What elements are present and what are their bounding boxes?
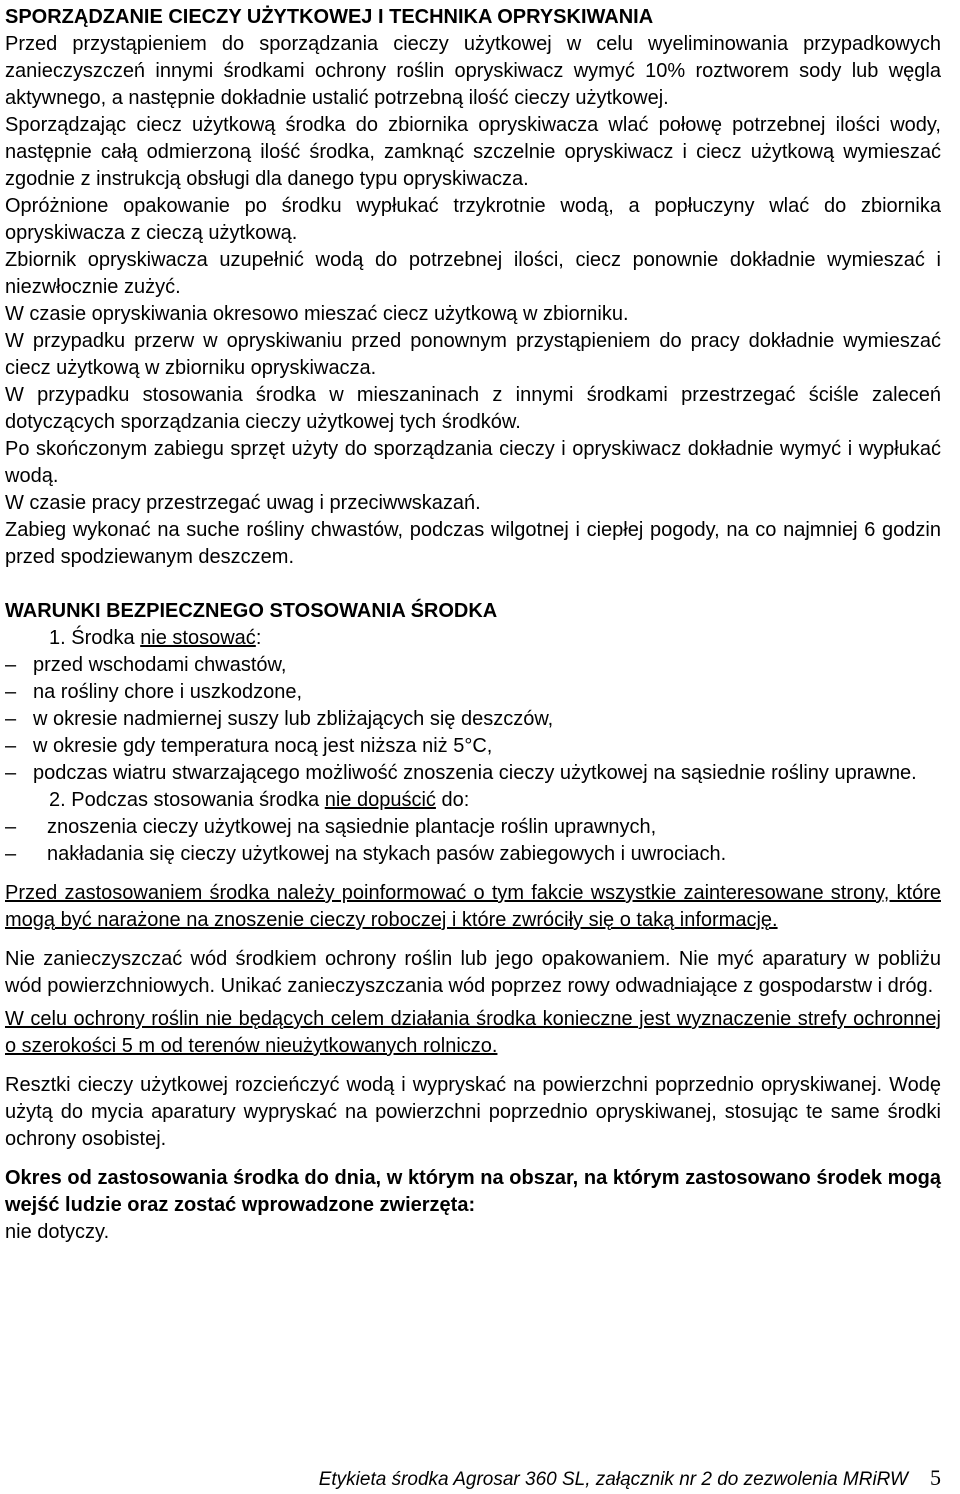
section-title-preparation: SPORZĄDZANIE CIECZY UŻYTKOWEJ I TECHNIKA OPRYSKIWANIA <box>5 6 654 28</box>
paragraph-mixing: Sporządzając ciecz użytkową środka do zbiornika opryskiwacza wlać połowę potrzebnej ilości wody, następnie całą odmierzoną ilość środka, zamknąć szczelnie opryskiwacz i ciecz użytkową wymieszać zgodnie z instrukcją obsługi dla danego typu opryskiwacza. <box>5 114 941 190</box>
item-number: 2. <box>49 789 66 811</box>
underlined-phrase: nie dopuścić <box>324 789 436 811</box>
underlined-phrase: nie stosować <box>140 627 256 649</box>
list-item: – nakładania się cieczy użytkowej na stykach pasów zabiegowych i uwrociach. <box>5 841 941 868</box>
paragraph-empty-package: Opróżnione opakowanie po środku wypłukać trzykrotnie wodą, a popłuczyny wlać do zbiornika opryskiwacza z cieczą użytkową. <box>5 195 941 244</box>
notice-inform-parties: Przed zastosowaniem środka należy poinformować o tym fakcie wszystkie zainteresowane strony, które mogą być narażone na znoszenie cieczy roboczej i które zwróciły się o taką informację. <box>5 882 941 931</box>
reentry-period-value: nie dotyczy. <box>5 1221 110 1243</box>
list-item: – w okresie nadmiernej suszy lub zbliżających się deszczów, <box>5 706 941 733</box>
list-item: – podczas wiatru stwarzającego możliwość znoszenia cieczy użytkowej na sąsiednie rośliny uprawne. <box>5 760 941 787</box>
paragraph-stir-during-spraying: W czasie opryskiwania okresowo mieszać ciecz użytkową w zbiorniku. <box>5 303 629 325</box>
paragraph-cleaning: Po skończonym zabiegu sprzęt użyty do sporządzania cieczy i opryskiwacz dokładnie wymyć i wypłukać wodą. <box>5 438 941 487</box>
page-number: 5 <box>930 1465 941 1490</box>
paragraph-water-protection: Nie zanieczyszczać wód środkiem ochrony roślin lub jego opakowaniem. Nie myć aparatury w pobliżu wód powierzchniowych. Unikać zanieczyszczania wód poprzez rowy odwadniające z gospodarstw i dróg. <box>5 948 941 997</box>
section-title-safety: WARUNKI BEZPIECZNEGO STOSOWANIA ŚRODKA <box>5 600 498 622</box>
list-item: – przed wschodami chwastów, <box>5 652 941 679</box>
list-item: – znoszenia cieczy użytkowej na sąsiednie plantacje roślin uprawnych, <box>5 814 941 841</box>
reentry-period-title: Okres od zastosowania środka do dnia, w którym na obszar, na którym zastosowano środek mogą wejść ludzie oraz zostać wprowadzone zwierzęta: <box>5 1167 941 1216</box>
paragraph-breaks: W przypadku przerw w opryskiwaniu przed ponownym przystąpieniem do pracy dokładnie wymieszać ciecz użytkową w zbiorniku opryskiwacza. <box>5 330 941 379</box>
numbered-item-do-not-allow: 2. Podczas stosowania środka nie dopuścić do: <box>49 789 470 811</box>
paragraph-mixtures: W przypadku stosowania środka w mieszaninach z innymi środkami przestrzegać ściśle zaleceń dotyczących sporządzania cieczy użytkowej tych środków. <box>5 384 941 433</box>
paragraph-refill-tank: Zbiornik opryskiwacza uzupełnić wodą do potrzebnej ilości, ciecz ponownie dokładnie wymieszać i niezwłocznie zużyć. <box>5 249 941 298</box>
page-footer <box>0 1464 941 1493</box>
item-number: 1. <box>49 627 66 649</box>
paragraph-weather: Zabieg wykonać na suche rośliny chwastów, podczas wilgotnej i ciepłej pogody, na co najmniej 6 godzin przed spodziewanym deszczem. <box>5 519 941 568</box>
numbered-item-do-not-use: 1. Środka nie stosować: <box>49 627 262 649</box>
list-item: – w okresie gdy temperatura nocą jest niższa niż 5°C, <box>5 733 941 760</box>
footer-caption: Etykieta środka Agrosar 360 SL, załącznik nr 2 do zezwolenia MRiRW <box>318 1469 908 1490</box>
paragraph-precautions: W czasie pracy przestrzegać uwag i przeciwwskazań. <box>5 492 481 514</box>
notice-buffer-zone: W celu ochrony roślin nie będących celem działania środka konieczne jest wyznaczenie strefy ochronnej o szerokości 5 m od terenów nieużytkowanych rolniczo. <box>5 1008 941 1057</box>
list-item: – na rośliny chore i uszkodzone, <box>5 679 941 706</box>
paragraph-residues: Resztki cieczy użytkowej rozcieńczyć wodą i wypryskać na powierzchni poprzednio opryskiwanej. Wodę użytą do mycia aparatury wypryskać na powierzchni poprzednio opryskiwanej, stosując te same środki ochrony osobistej. <box>5 1074 941 1150</box>
paragraph-rinse-sprayer: Przed przystąpieniem do sporządzania cieczy użytkowej w celu wyeliminowania przypadkowych zanieczyszczeń innymi środkami ochrony roślin opryskiwacz wymyć 10% roztworem sody lub węgla aktywnego, a następnie dokładnie ustalić potrzebną ilość cieczy użytkowej. <box>5 33 941 109</box>
label-document <box>5 4 941 1246</box>
